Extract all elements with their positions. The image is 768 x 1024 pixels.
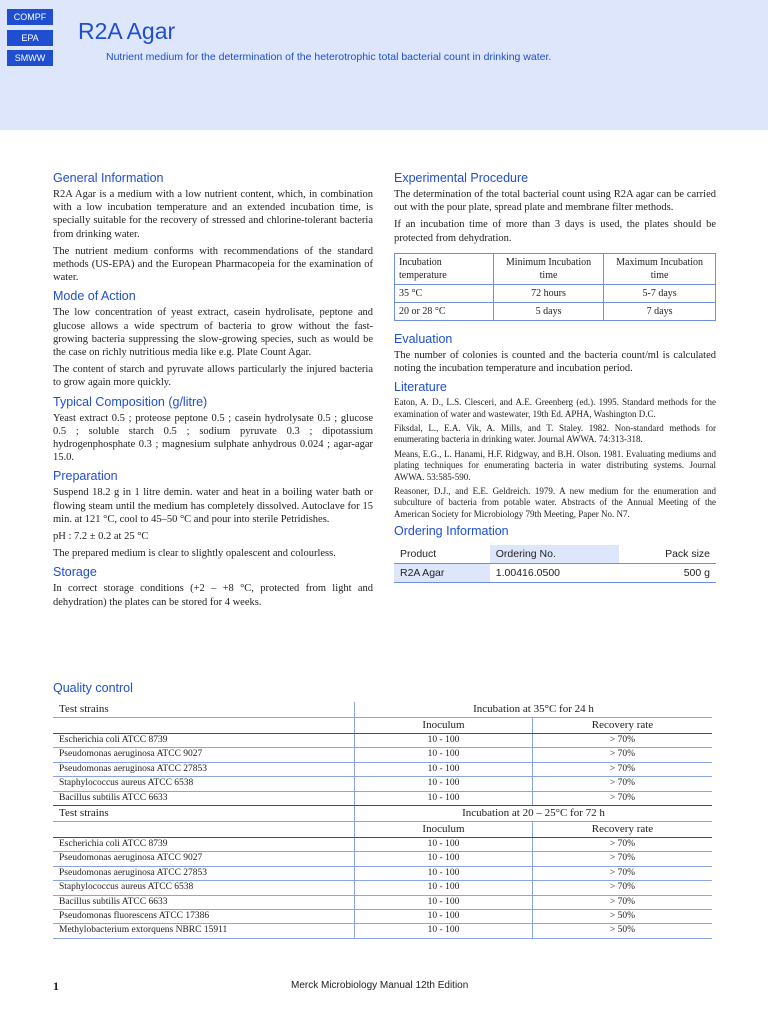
incubation-header-cell: Minimum Incubation time bbox=[493, 253, 603, 284]
experimental-paragraph-2: If an incubation time of more than 3 days is used, the plates should be protected from dehydration. bbox=[394, 219, 716, 244]
table-cell: 72 hours bbox=[493, 284, 603, 302]
qc-recovery: > 70% bbox=[533, 838, 713, 852]
composition-paragraph: Yeast extract 0.5 ; proteose peptone 0.5 ; casein hydrolysate 0.5 ; glucose 0.5 ; soluble starch 0.5 ; sodium pyruvate 0.3 ; dipotassium hydrogenphosphate 0.3 ; magnesium sulphate anhydrous 0.024 ; agar-agar 15.0. bbox=[53, 412, 373, 464]
preparation-paragraph-3: The prepared medium is clear to slightly opalescent and colourless. bbox=[53, 548, 336, 560]
qc-col-inoculum: Inoculum bbox=[355, 718, 533, 734]
qc-recovery: > 70% bbox=[533, 734, 713, 748]
qc-subheader bbox=[53, 822, 712, 838]
qc-recovery: > 70% bbox=[533, 791, 713, 805]
qc-inoculum: 10 - 100 bbox=[355, 734, 533, 748]
qc-strain: Bacillus subtilis ATCC 6633 bbox=[53, 895, 355, 909]
qc-strain: Bacillus subtilis ATCC 6633 bbox=[53, 791, 355, 805]
qc-recovery: > 70% bbox=[533, 881, 713, 895]
tag-epa: EPA bbox=[7, 30, 53, 46]
storage-heading: Storage bbox=[53, 565, 97, 580]
qc-subheader bbox=[53, 718, 712, 734]
experimental-paragraph-1: The determination of the total bacterial count using R2A agar can be carried out with the pour plate, spread plate and membrane filter methods. bbox=[394, 189, 716, 214]
table-row bbox=[53, 777, 712, 791]
qc-inoculum: 10 - 100 bbox=[355, 852, 533, 866]
page-subtitle: Nutrient medium for the determination of the heterotrophic total bacterial count in drinking water. bbox=[106, 51, 552, 63]
incubation-table-header bbox=[395, 253, 716, 284]
qc-strain: Pseudomonas aeruginosa ATCC 27853 bbox=[53, 762, 355, 776]
quality-heading: Quality control bbox=[53, 681, 133, 695]
evaluation-section bbox=[394, 331, 716, 375]
ordering-table-header bbox=[394, 545, 716, 564]
qc-inoculum: 10 - 100 bbox=[355, 762, 533, 776]
qc-strain: Staphylococcus aureus ATCC 6538 bbox=[53, 777, 355, 791]
table-cell: R2A Agar bbox=[394, 564, 490, 583]
qc-strain: Staphylococcus aureus ATCC 6538 bbox=[53, 881, 355, 895]
qc-recovery: > 50% bbox=[533, 924, 713, 938]
qc-recovery: > 70% bbox=[533, 852, 713, 866]
qc-col-strains: Test strains bbox=[53, 702, 355, 718]
composition-heading: Typical Composition (g/litre) bbox=[53, 394, 208, 409]
literature-ref: Eaton, A. D., L.S. Clesceri, and A.E. Greenberg (ed.). 1995. Standard methods for the examination of water and wastewater, 19th Ed. APHA, Washington D.C. bbox=[394, 397, 716, 419]
preparation-heading: Preparation bbox=[53, 469, 118, 484]
right-column bbox=[394, 170, 716, 586]
qc-strain: Methylobacterium extorquens NBRC 15911 bbox=[53, 924, 355, 938]
general-heading: General Information bbox=[53, 171, 164, 185]
header-band bbox=[0, 0, 768, 130]
table-row bbox=[395, 284, 716, 302]
evaluation-heading: Evaluation bbox=[394, 331, 453, 346]
mode-paragraph-1: The low concentration of yeast extract, casein hydrolisate, peptone and glucose allows a wide spectrum of bacteria to grow without the fast-growing bacteria suppressing the slow-growing species, such as would be the case on richly nutritious media like e.g. Plate Count Agar. bbox=[53, 307, 373, 359]
qc-recovery: > 70% bbox=[533, 748, 713, 762]
preparation-paragraph-1: Suspend 18.2 g in 1 litre demin. water and heat in a boiling water bath or flowing steam until the medium has completely dissolved. Autoclave for 15 min. at 121 °C, cool to 45–50 °C and pour into sterile Petridishes. bbox=[53, 487, 373, 525]
page-number: 1 bbox=[53, 979, 59, 993]
experimental-heading: Experimental Procedure bbox=[394, 171, 529, 185]
qc-empty-cell bbox=[53, 718, 355, 734]
page-title: R2A Agar bbox=[78, 18, 176, 44]
incubation-header-cell: Incubation temperature bbox=[395, 253, 494, 284]
qc-strain: Pseudomonas aeruginosa ATCC 9027 bbox=[53, 748, 355, 762]
general-paragraph-2: The nutrient medium conforms with recommendations of the standard methods (US-EPA) and the European Pharmacopeia for the examination of water. bbox=[53, 245, 373, 284]
qc-recovery: > 70% bbox=[533, 895, 713, 909]
qc-inoculum: 10 - 100 bbox=[355, 881, 533, 895]
table-row bbox=[53, 895, 712, 909]
mode-heading: Mode of Action bbox=[53, 289, 136, 304]
literature-section bbox=[394, 379, 716, 520]
table-cell: 7 days bbox=[604, 302, 716, 320]
qc-inoculum: 10 - 100 bbox=[355, 748, 533, 762]
ordering-heading: Ordering Information bbox=[394, 524, 509, 539]
table-row bbox=[53, 852, 712, 866]
table-cell: 35 °C bbox=[395, 284, 494, 302]
ordering-header-cell: Ordering No. bbox=[490, 545, 620, 564]
experimental-section bbox=[394, 170, 716, 321]
qc-recovery: > 70% bbox=[533, 777, 713, 791]
qc-col-recovery: Recovery rate bbox=[533, 718, 713, 734]
footer-text: Merck Microbiology Manual 12th Edition bbox=[291, 980, 469, 991]
ordering-header-cell: Product bbox=[394, 545, 490, 564]
qc-inoculum: 10 - 100 bbox=[355, 924, 533, 938]
table-row bbox=[53, 762, 712, 776]
qc-col-recovery: Recovery rate bbox=[533, 822, 713, 838]
preparation-ph: pH : 7.2 ± 0.2 at 25 °C bbox=[53, 531, 149, 543]
tag-compf: COMPF bbox=[7, 9, 53, 25]
table-row bbox=[53, 791, 712, 805]
left-column bbox=[53, 170, 373, 613]
table-cell: 5-7 days bbox=[604, 284, 716, 302]
evaluation-paragraph: The number of colonies is counted and the bacteria count/ml is calculated noting the incubation temperature and incubation period. bbox=[394, 349, 716, 375]
table-row bbox=[53, 910, 712, 924]
mode-section bbox=[53, 288, 373, 389]
table-cell: 5 days bbox=[493, 302, 603, 320]
literature-heading: Literature bbox=[394, 380, 447, 395]
qc-recovery: > 50% bbox=[533, 910, 713, 924]
ordering-header-cell: Pack size bbox=[619, 545, 716, 564]
preparation-section bbox=[53, 468, 373, 560]
qc-recovery: > 70% bbox=[533, 762, 713, 776]
qc-inoculum: 10 - 100 bbox=[355, 791, 533, 805]
qc-condition: Incubation at 20 – 25°C for 72 h bbox=[355, 806, 713, 822]
table-row bbox=[53, 881, 712, 895]
general-section bbox=[53, 170, 373, 284]
qc-inoculum: 10 - 100 bbox=[355, 838, 533, 852]
qc-block-header bbox=[53, 806, 712, 822]
qc-strain: Escherichia coli ATCC 8739 bbox=[53, 734, 355, 748]
qc-inoculum: 10 - 100 bbox=[355, 910, 533, 924]
qc-strain: Escherichia coli ATCC 8739 bbox=[53, 838, 355, 852]
qc-inoculum: 10 - 100 bbox=[355, 895, 533, 909]
qc-strain: Pseudomonas fluorescens ATCC 17386 bbox=[53, 910, 355, 924]
table-row bbox=[395, 302, 716, 320]
storage-section bbox=[53, 564, 373, 608]
qc-condition: Incubation at 35°C for 24 h bbox=[355, 702, 713, 718]
literature-ref: Fiksdal, L., E.A. Vik, A. Mills, and T. Staley. 1982. Non-standard methods for enumerating bacteria in drinking water. Journal AWWA. 74:313-318. bbox=[394, 423, 716, 445]
qc-strain: Pseudomonas aeruginosa ATCC 27853 bbox=[53, 866, 355, 880]
quality-control-table bbox=[53, 702, 712, 939]
table-row bbox=[53, 924, 712, 938]
ordering-section bbox=[394, 523, 716, 583]
qc-recovery: > 70% bbox=[533, 866, 713, 880]
table-row bbox=[394, 564, 716, 583]
qc-col-inoculum: Inoculum bbox=[355, 822, 533, 838]
composition-section bbox=[53, 394, 373, 465]
storage-paragraph: In correct storage conditions (+2 – +8 °C, protected from light and dehydration) the plates can be stored for 4 weeks. bbox=[53, 583, 373, 608]
qc-col-strains: Test strains bbox=[53, 806, 355, 822]
tag-smww: SMWW bbox=[7, 50, 53, 66]
incubation-table bbox=[394, 253, 716, 321]
qc-strain: Pseudomonas aeruginosa ATCC 9027 bbox=[53, 852, 355, 866]
ordering-table bbox=[394, 545, 716, 583]
table-row bbox=[53, 866, 712, 880]
table-cell: 1.00416.0500 bbox=[490, 564, 620, 583]
incubation-header-cell: Maximum Incubation time bbox=[604, 253, 716, 284]
table-cell: 500 g bbox=[619, 564, 716, 583]
qc-block-header bbox=[53, 702, 712, 718]
table-cell: 20 or 28 °C bbox=[395, 302, 494, 320]
qc-inoculum: 10 - 100 bbox=[355, 777, 533, 791]
table-row bbox=[53, 838, 712, 852]
table-row bbox=[53, 748, 712, 762]
general-paragraph-1: R2A Agar is a medium with a low nutrient content, which, in combination with a low incubation temperature and an extended incubation time, is specially suitable for the recovery of stressed and chlorine-tolerant bacteria from drinking water. bbox=[53, 189, 373, 240]
qc-inoculum: 10 - 100 bbox=[355, 866, 533, 880]
table-row bbox=[53, 734, 712, 748]
mode-paragraph-2: The content of starch and pyruvate allows particularly the injured bacteria to grow again more quickly. bbox=[53, 364, 373, 389]
qc-empty-cell bbox=[53, 822, 355, 838]
literature-ref: Reasoner, D.J., and E.E. Geldreich. 1979. A new medium for the enumeration and subculture of bacteria from potable water. Abstracts of the Annual Meeting of the American Society for Microbiology 79th Meeting, Paper No. N7. bbox=[394, 486, 716, 519]
literature-ref: Means, E.G., L. Hanami, H.F. Ridgway, and B.H. Olson. 1981. Evaluating mediums and plating techniques for enumerating bacteria in water distributing systems. Journal AWWA. 53:585-590. bbox=[394, 448, 716, 482]
